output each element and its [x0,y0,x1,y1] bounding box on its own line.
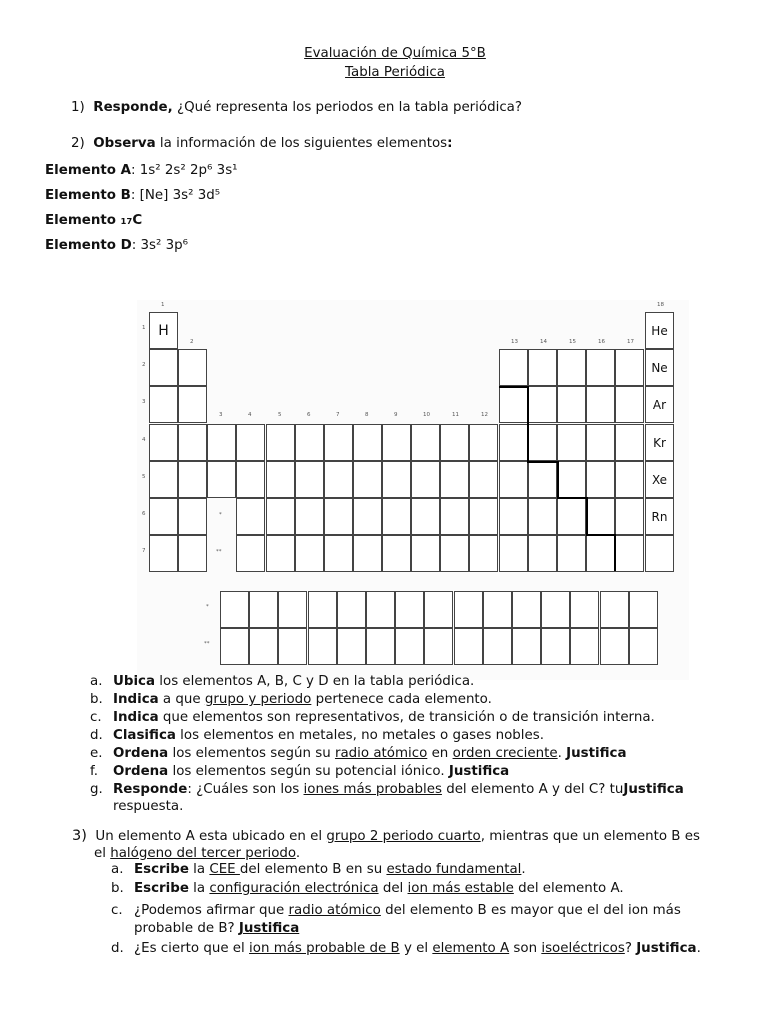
element-cell [382,461,411,498]
element-cell [557,424,586,461]
element-cell [324,461,353,498]
list-item [90,710,655,725]
f-block-cell [600,628,629,665]
element-cell [499,535,528,572]
list-marker: a. [111,862,124,877]
list-item [111,862,526,877]
period-number-label: 3 [142,399,146,405]
question-text: la información de los siguientes elementos [159,136,448,151]
f-block-cell [395,628,424,665]
f-block-cell [570,628,599,665]
element-cell [295,535,324,572]
underlined-term: isoeléctricos [541,941,625,956]
element-a-line [45,163,238,178]
underlined-term: iones más probables [303,782,442,797]
f-block-cell [366,591,395,628]
list-item-continuation: respuesta. [113,799,184,814]
element-cell [586,349,615,386]
element-b-label: Elemento B [45,188,131,203]
underlined-term: ion más estable [407,881,514,896]
question-number: 2) [71,136,85,151]
item-text: que elementos son representativos, de transición o de transición interna. [158,710,655,725]
element-cell [324,498,353,535]
bold-verb: Responde [113,782,188,797]
element-cell [149,498,178,535]
period-number-label: 4 [142,437,146,443]
element-cell: Xe [645,461,674,498]
q3-text: . [295,846,301,861]
list-item [111,941,701,956]
element-cell: H [149,312,178,349]
bold-verb: Escribe [134,862,189,877]
item-text: ? [624,941,637,956]
element-a-label: Elemento A [45,163,132,178]
element-cell [382,535,411,572]
group-number-label: 2 [190,339,194,345]
element-cell [499,461,528,498]
element-cell [149,424,178,461]
element-cell [324,535,353,572]
metal-nonmetal-line [557,461,559,498]
group-number-label: 5 [278,412,282,418]
item-text: son [509,941,542,956]
list-marker: f. [90,764,98,779]
group-number-label: 15 [569,339,576,345]
element-cell [353,498,382,535]
element-cell [295,424,324,461]
item-text: los elementos según su [168,746,335,761]
list-item [111,903,681,918]
element-d-line [45,238,188,253]
list-item [111,881,624,896]
element-cell [557,349,586,386]
underlined-term: orden creciente [452,746,558,761]
list-marker: e. [90,746,103,761]
bold-verb: Justifica [636,941,697,956]
element-cell [615,535,644,572]
element-cell [586,535,615,572]
item-text: . [521,862,526,877]
item-text: del elemento A y del C? [441,782,610,797]
actinide-row-marker: ** [204,641,210,647]
metal-nonmetal-line [527,386,529,461]
f-block-cell [454,628,483,665]
list-marker: c. [111,903,123,918]
f-block-cell [308,591,337,628]
element-cell [207,461,236,498]
item-text: ¿Podemos afirmar que [134,903,289,918]
item-text: en [427,746,453,761]
f-block-cell [308,628,337,665]
element-cell [499,386,528,423]
element-cell [586,461,615,498]
item-text: probable de B? [134,921,239,936]
f-block-cell [278,591,307,628]
element-cell [440,535,469,572]
element-cell [528,461,557,498]
item-text: la [188,862,210,877]
bold-verb: Indica [113,710,159,725]
element-cell [615,386,644,423]
group-number-label: 18 [657,302,664,308]
element-cell [557,535,586,572]
element-cell [295,498,324,535]
element-cell [178,535,207,572]
element-cell [499,498,528,535]
group-number-label: 12 [481,412,488,418]
period-number-label: 2 [142,362,146,368]
element-cell [586,424,615,461]
f-block-cell [220,591,249,628]
group-number-label: 9 [394,412,398,418]
element-cell [353,461,382,498]
f-block-cell [629,591,658,628]
group-number-label: 8 [365,412,369,418]
element-cell: Rn [645,498,674,535]
element-cell [557,386,586,423]
element-cell [266,461,295,498]
item-text: . [557,746,567,761]
f-block-cell [629,628,658,665]
element-cell [615,498,644,535]
element-cell [149,535,178,572]
element-cell [615,461,644,498]
element-cell [266,535,295,572]
bold-verb: Escribe [134,881,189,896]
element-cell: Ne [645,349,674,386]
f-block-cell [249,628,278,665]
item-text: los elementos según su potencial iónico. [168,764,449,779]
list-marker: d. [111,941,124,956]
element-b-line [45,188,220,203]
q3-underline: halógeno del tercer periodo [110,846,296,861]
bold-verb: Indica [113,692,159,707]
underlined-term: ion más probable de B [249,941,400,956]
question-3-line-2 [94,846,300,861]
question-2 [71,136,453,151]
element-cell [236,498,265,535]
element-cell [499,424,528,461]
element-cell [411,424,440,461]
element-cell [149,461,178,498]
element-cell [178,386,207,423]
group-number-label: 4 [248,412,252,418]
question-text: ¿Qué representa los periodos en la tabla periódica? [176,100,522,115]
list-marker: b. [90,692,103,707]
q3-text: el [94,846,111,861]
page-title: Evaluación de Química 5°B [304,46,486,61]
element-cell [645,535,674,572]
question-verb: Responde, [93,100,173,115]
element-cell [440,424,469,461]
bold-verb: Ordena [113,764,169,779]
item-text: pertenece cada elemento. [311,692,492,707]
item-text: : ¿Cuáles son los [187,782,304,797]
element-cell [236,424,265,461]
q3-text: , mientras que un elemento B es [480,829,700,844]
f-block-cell [366,628,395,665]
element-cell [149,386,178,423]
item-text: los elementos A, B, C y D en la tabla periódica. [155,674,475,689]
list-marker: d. [90,728,103,743]
element-cell [266,424,295,461]
question-3-line-1 [72,828,700,844]
group-number-label: 17 [627,339,634,345]
f-block-cell [483,628,512,665]
question-colon: : [447,136,453,151]
list-item [90,746,627,761]
element-cell [295,461,324,498]
list-item [90,674,474,689]
element-cell: Kr [645,424,674,461]
element-cell [440,498,469,535]
element-cell [266,498,295,535]
bold-verb: Justifica [448,764,510,779]
list-item [90,692,492,707]
period-number-label: 1 [142,325,146,331]
element-cell [499,349,528,386]
element-cell [469,424,498,461]
element-a-config: : 1s² 2s² 2p⁶ 3s¹ [131,163,238,178]
metal-nonmetal-line [557,497,587,499]
f-block-cell [570,591,599,628]
element-cell [411,461,440,498]
element-cell [207,424,236,461]
f-block-cell [512,591,541,628]
item-text: tu [609,782,624,797]
metal-nonmetal-line [499,386,528,388]
f-block-cell [541,591,570,628]
element-cell [528,498,557,535]
list-marker: b. [111,881,124,896]
list-marker: g. [90,782,103,797]
element-cell: He [645,312,674,349]
element-cell [236,535,265,572]
item-text: . [696,941,701,956]
question-number: 3) [72,828,87,844]
f-block-cell [249,591,278,628]
underlined-term: estado fundamental [386,862,522,877]
bold-verb: Justifica [238,921,300,936]
element-cell [615,424,644,461]
group-number-label: 7 [336,412,340,418]
metal-nonmetal-line [614,534,616,571]
element-cell [178,461,207,498]
metal-nonmetal-line [527,461,557,463]
element-cell [178,349,207,386]
page-subtitle: Tabla Periódica [345,65,445,80]
metal-nonmetal-line [586,534,616,536]
f-block-cell [424,591,453,628]
element-c-label: Elemento ₁₇C [45,213,143,228]
underlined-term: grupo y periodo [204,692,312,707]
item-text: los elementos en metales, no metales o gases nobles. [175,728,544,743]
element-cell [528,386,557,423]
list-marker: a. [90,674,103,689]
f-block-cell [454,591,483,628]
underlined-term: radio atómico [334,746,428,761]
element-cell [149,349,178,386]
underlined-term: CEE [209,862,240,877]
f-block-cell [395,591,424,628]
item-text: a que [158,692,205,707]
list-item-continuation [134,921,299,936]
actinide-marker: ** [216,549,222,555]
element-cell [469,498,498,535]
item-text: del elemento B en su [239,862,387,877]
element-cell [411,498,440,535]
element-cell [469,461,498,498]
item-text: y el [399,941,433,956]
f-block-cell [337,628,366,665]
item-text: la [188,881,210,896]
element-cell [236,461,265,498]
element-cell [557,498,586,535]
element-cell [382,498,411,535]
item-text: ¿Es cierto que el [134,941,250,956]
element-cell [528,349,557,386]
element-cell [353,424,382,461]
bold-verb: Ordena [113,746,169,761]
item-text: del [378,881,408,896]
element-cell [615,349,644,386]
list-item [90,782,684,797]
question-number: 1) [71,100,85,115]
element-cell [557,461,586,498]
group-number-label: 6 [307,412,311,418]
bold-verb: Justifica [566,746,627,761]
question-1 [71,100,522,115]
item-text: del elemento B es mayor que el del ion más [380,903,681,918]
element-cell [178,424,207,461]
item-text: del elemento A. [513,881,624,896]
element-b-config: : [Ne] 3s² 3d⁵ [130,188,221,203]
period-number-label: 5 [142,474,146,480]
element-cell [528,535,557,572]
bold-verb: Justifica [623,782,684,797]
q3-text: Un elemento A esta ubicado en el [95,829,327,844]
group-number-label: 10 [423,412,430,418]
q3-underline: grupo 2 periodo cuarto [326,829,481,844]
question-verb: Observa [93,136,156,151]
element-cell [178,498,207,535]
f-block-cell [512,628,541,665]
f-block-cell [278,628,307,665]
bold-verb: Clasifica [113,728,176,743]
bold-verb: Ubica [113,674,156,689]
list-item [90,764,509,779]
f-block-cell [483,591,512,628]
element-d-label: Elemento D [45,238,132,253]
list-item [90,728,544,743]
metal-nonmetal-line [586,497,588,535]
f-block-cell [424,628,453,665]
element-cell [586,386,615,423]
lanthanide-row-marker: * [206,604,209,610]
group-number-label: 11 [452,412,459,418]
element-cell [324,424,353,461]
element-cell [528,424,557,461]
group-number-label: 3 [219,412,223,418]
element-cell [353,535,382,572]
underlined-term: elemento A [432,941,510,956]
group-number-label: 13 [511,339,518,345]
f-block-cell [541,628,570,665]
group-number-label: 1 [161,302,165,308]
element-d-config: : 3s² 3p⁶ [131,238,189,253]
f-block-cell [220,628,249,665]
underlined-term: configuración electrónica [209,881,379,896]
element-cell [586,498,615,535]
element-cell [411,535,440,572]
list-marker: c. [90,710,102,725]
element-cell [469,535,498,572]
f-block-cell [600,591,629,628]
group-number-label: 14 [540,339,547,345]
underlined-term: radio atómico [288,903,381,918]
element-cell: Ar [645,386,674,423]
element-c-line [45,213,142,228]
element-cell [440,461,469,498]
lanthanide-marker: * [219,512,222,518]
group-number-label: 16 [598,339,605,345]
period-number-label: 7 [142,548,146,554]
f-block-cell [337,591,366,628]
element-cell [382,424,411,461]
period-number-label: 6 [142,511,146,517]
